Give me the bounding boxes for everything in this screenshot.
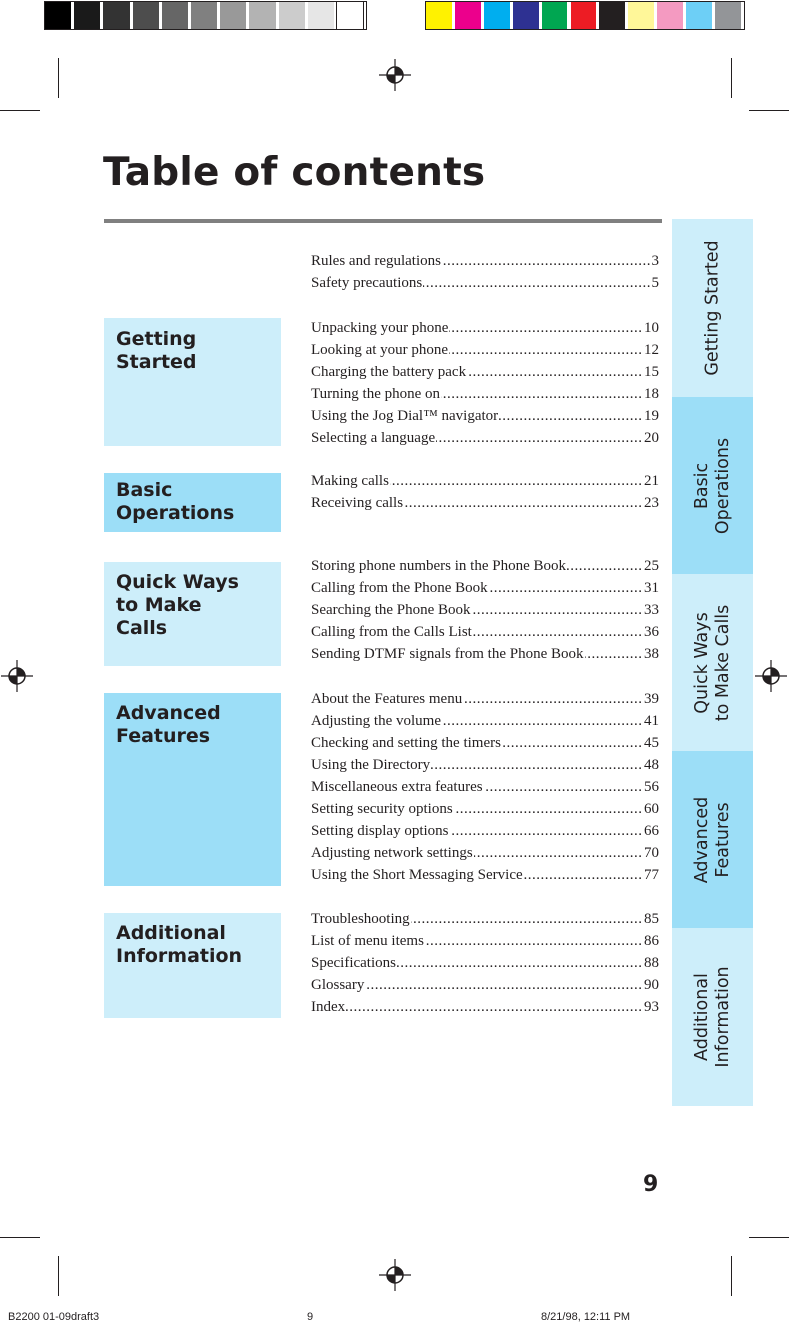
gray-swatch	[133, 2, 159, 29]
toc-entry-title: ..... Miscellaneous extra features	[311, 776, 484, 798]
toc-entry-page: 60	[643, 798, 659, 820]
color-swatch	[715, 2, 741, 29]
toc-entry-title: ..... Selecting a language	[311, 427, 436, 449]
gray-swatch	[191, 2, 217, 29]
toc-entry[interactable]	[311, 339, 659, 361]
section-label: Getting Started	[116, 328, 197, 373]
toc-entry[interactable]	[311, 820, 659, 842]
toc-entry-page: 93	[643, 996, 659, 1018]
gray-swatch	[74, 2, 100, 29]
tab-quick-ways[interactable]	[672, 574, 753, 751]
gray-swatch	[337, 2, 363, 29]
gray-swatch	[220, 2, 246, 29]
section-box-getting-started	[104, 318, 281, 446]
toc-entry[interactable]	[311, 427, 659, 449]
toc-entry-page: 88	[643, 952, 659, 974]
toc-entry-title: ..... Checking and setting the timers	[311, 732, 502, 754]
tab-label: Additional Information	[691, 966, 733, 1068]
toc-entry[interactable]	[311, 599, 659, 621]
toc-entry-title: ..... Setting display options	[311, 820, 450, 842]
color-swatch	[571, 2, 597, 29]
registration-mark-icon	[379, 59, 411, 91]
toc-entry[interactable]	[311, 930, 659, 952]
toc-entry-page: 45	[643, 732, 659, 754]
color-swatch	[657, 2, 683, 29]
tab-additional-information[interactable]	[672, 928, 753, 1106]
tab-label: Advanced Features	[691, 796, 733, 883]
toc-entry-page: 18	[643, 383, 659, 405]
toc-entry-title: ..... Setting security options	[311, 798, 454, 820]
toc-entry[interactable]	[311, 996, 659, 1018]
section-box-quick-ways	[104, 562, 281, 666]
toc-entry[interactable]	[311, 555, 659, 577]
toc-entry-page: 15	[643, 361, 659, 383]
toc-entry[interactable]	[311, 250, 659, 272]
registration-mark-icon	[755, 660, 787, 692]
toc-entry-title: ..... About the Features menu	[311, 688, 463, 710]
section-box-basic-operations	[104, 473, 281, 532]
section-label: Additional Information	[116, 922, 243, 967]
toc-entry-page: 77	[643, 864, 659, 886]
toc-entry-title: ..... Unpacking your phone	[311, 317, 449, 339]
toc-entry-title: ..... Looking at your phone	[311, 339, 449, 361]
toc-entry[interactable]	[311, 952, 659, 974]
toc-entry[interactable]	[311, 405, 659, 427]
color-swatch	[513, 2, 539, 29]
toc-entry-title: ..... Using the Jog Dial™ navigator	[311, 405, 499, 427]
title-rule	[104, 219, 662, 223]
toc-entry-title: ..... Sending DTMF signals from the Phone Book	[311, 643, 585, 665]
toc-entry[interactable]	[311, 470, 659, 492]
toc-entry-title: ..... Using the Short Messaging Service	[311, 864, 524, 886]
registration-mark-icon	[379, 1259, 411, 1291]
gray-swatch	[103, 2, 129, 29]
toc-entry-title: ..... Rules and regulations	[311, 250, 442, 272]
gray-swatch	[308, 2, 334, 29]
toc-entry-title: ..... Using the Directory	[311, 754, 431, 776]
toc-entry[interactable]	[311, 754, 659, 776]
gray-swatch	[162, 2, 188, 29]
color-swatch	[628, 2, 654, 29]
slug-date: 8/21/98, 12:11 PM	[541, 1311, 631, 1323]
tab-basic-operations[interactable]	[672, 397, 753, 574]
toc-entry-page: 70	[643, 842, 659, 864]
toc-entry[interactable]	[311, 842, 659, 864]
toc-entry-title: ..... List of menu items	[311, 930, 425, 952]
toc-entry[interactable]	[311, 798, 659, 820]
toc-entry[interactable]	[311, 272, 659, 294]
section-box-advanced-features	[104, 693, 281, 886]
toc-entry-title: ..... Adjusting the volume	[311, 710, 442, 732]
toc-entry-page: 10	[643, 317, 659, 339]
toc-entry[interactable]	[311, 974, 659, 996]
tab-advanced-features[interactable]	[672, 751, 753, 928]
gray-swatch	[45, 2, 71, 29]
toc-entry[interactable]	[311, 383, 659, 405]
toc-entry-title: ..... Adjusting network settings	[311, 842, 474, 864]
section-label: Quick Ways to Make Calls	[116, 571, 239, 639]
color-swatch	[542, 2, 568, 29]
toc-entry[interactable]	[311, 361, 659, 383]
tab-label: Basic Operations	[691, 437, 733, 534]
section-label: Basic Operations	[116, 479, 235, 524]
toc-entry[interactable]	[311, 776, 659, 798]
toc-entry-title: ..... Making calls	[311, 470, 390, 492]
section-label: Advanced Features	[116, 702, 221, 747]
toc-entry-title: ..... Specifications	[311, 952, 397, 974]
toc-entry-title: ..... Glossary	[311, 974, 365, 996]
toc-entry[interactable]	[311, 492, 659, 514]
color-swatch	[686, 2, 712, 29]
toc-entry-page: 33	[643, 599, 659, 621]
color-swatch	[484, 2, 510, 29]
toc-entry[interactable]	[311, 732, 659, 754]
toc-entry-page: 86	[643, 930, 659, 952]
toc-entry-page: 31	[643, 577, 659, 599]
toc-entry[interactable]	[311, 688, 659, 710]
tab-label: Quick Ways to Make Calls	[691, 604, 733, 721]
toc-entry[interactable]	[311, 864, 659, 886]
toc-entry-page: 5	[651, 272, 660, 294]
toc-entry-title: ..... Charging the battery pack	[311, 361, 467, 383]
slug-filename: B2200 01-09draft3	[8, 1311, 100, 1323]
toc-entry[interactable]	[311, 643, 659, 665]
tab-label: Getting Started	[702, 240, 722, 376]
toc-entry-page: 39	[643, 688, 659, 710]
slug-page: 9	[307, 1311, 314, 1323]
toc-entry-page: 20	[643, 427, 659, 449]
toc-entry[interactable]	[311, 317, 659, 339]
toc-entry-page: 90	[643, 974, 659, 996]
gray-swatch	[249, 2, 275, 29]
color-swatch	[426, 2, 452, 29]
toc-entry-title: ..... Storing phone numbers in the Phone Book	[311, 555, 567, 577]
toc-entry[interactable]	[311, 908, 659, 930]
toc-entry-page: 38	[643, 643, 659, 665]
toc-entry-title: ..... Troubleshooting	[311, 908, 411, 930]
toc-entry-page: 23	[643, 492, 659, 514]
toc-entry-page: 41	[643, 710, 659, 732]
toc-entry-title: ..... Searching the Phone Book	[311, 599, 472, 621]
toc-entry-page: 25	[643, 555, 659, 577]
toc-entry-page: 56	[643, 776, 659, 798]
toc-entry-page: 3	[651, 250, 660, 272]
registration-mark-icon	[1, 660, 33, 692]
gray-swatch	[279, 2, 305, 29]
toc-entry-title: ..... Safety precautions	[311, 272, 423, 294]
toc-entry-title: ..... Receiving calls	[311, 492, 404, 514]
toc-entry-title: ..... Index	[311, 996, 346, 1018]
toc-entry[interactable]	[311, 710, 659, 732]
page-number: 9	[643, 1172, 659, 1197]
toc-entry[interactable]	[311, 577, 659, 599]
toc-entry-title: ..... Calling from the Phone Book	[311, 577, 489, 599]
color-swatch	[455, 2, 481, 29]
toc-entry-title: ..... Calling from the Calls List	[311, 621, 473, 643]
toc-entry-page: 48	[643, 754, 659, 776]
toc-entry-title: ..... Turning the phone on	[311, 383, 441, 405]
toc-entry-page: 21	[643, 470, 659, 492]
section-box-additional-information	[104, 913, 281, 1018]
page-title: Table of contents	[103, 150, 486, 195]
toc-entry-page: 12	[643, 339, 659, 361]
toc-entry[interactable]	[311, 621, 659, 643]
tab-getting-started[interactable]	[672, 219, 753, 397]
toc-entry-page: 19	[643, 405, 659, 427]
toc-entry-page: 66	[643, 820, 659, 842]
color-swatch	[599, 2, 625, 29]
toc-entry-page: 36	[643, 621, 659, 643]
toc-entry-page: 85	[643, 908, 659, 930]
